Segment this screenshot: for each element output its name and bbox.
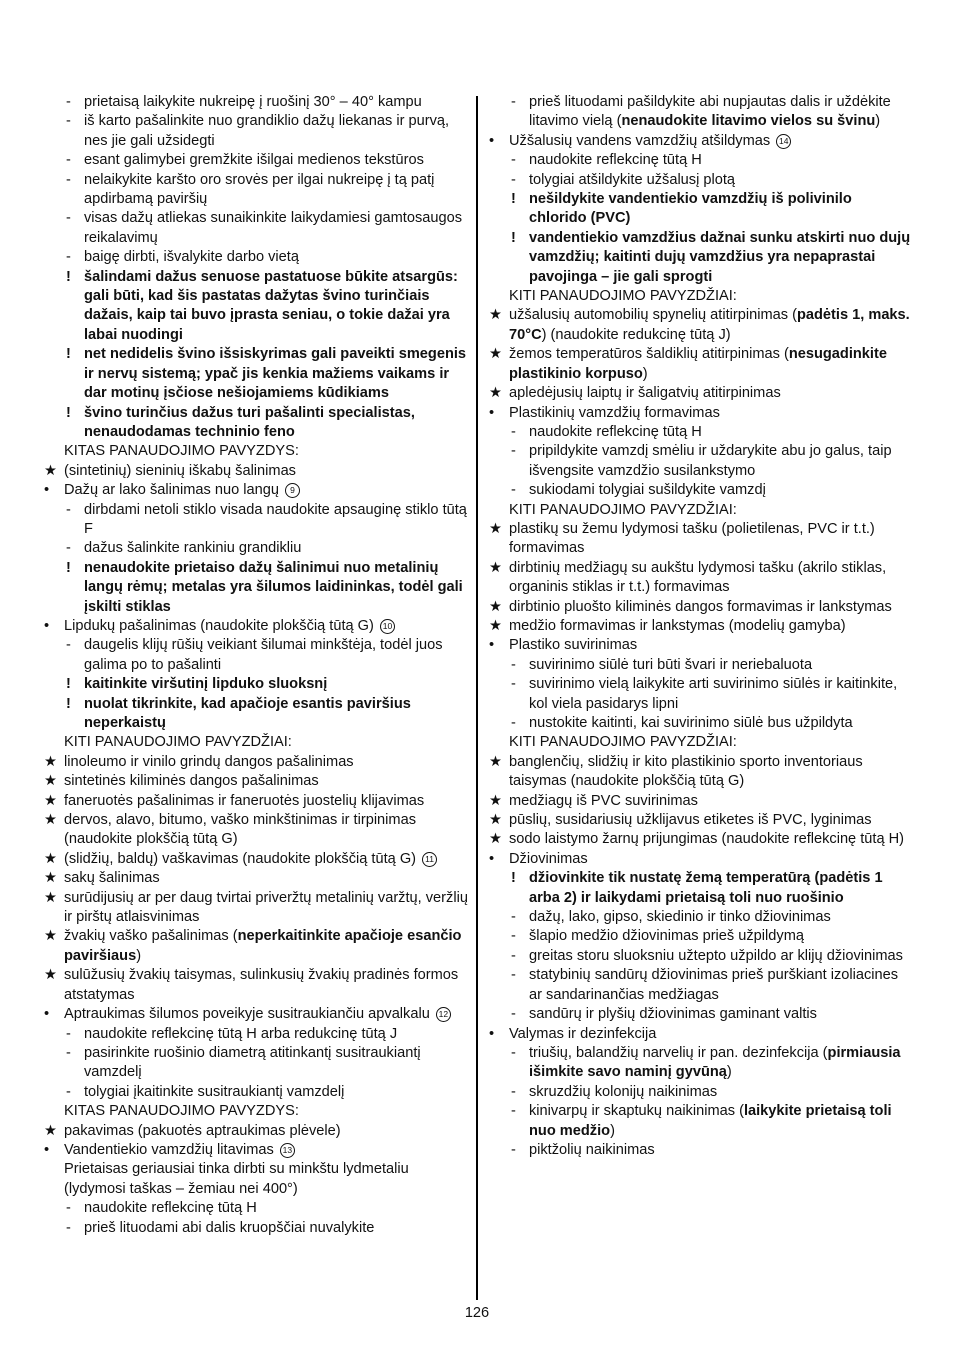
dash-marker: - — [66, 113, 71, 130]
bold-note: nesugadinkite plastikinio korpuso — [509, 346, 887, 382]
star-icon: ★ — [44, 870, 58, 887]
instruction-item — [489, 908, 913, 927]
dash-marker: - — [66, 210, 71, 227]
bullet-marker: • — [44, 1141, 50, 1158]
warning-item — [44, 404, 468, 443]
dash-marker: - — [511, 928, 516, 945]
dash-marker: - — [66, 249, 71, 266]
dash-marker: - — [511, 1006, 516, 1023]
item-text-tail: ) — [875, 113, 881, 130]
dash-marker: - — [511, 967, 516, 984]
item-text: sukiodami tolygiai sušildykite vamzdį — [529, 482, 766, 499]
figure-reference-number: 12 — [436, 1007, 451, 1022]
bullet-marker: • — [489, 404, 495, 421]
bullet-marker: • — [489, 850, 495, 867]
bold-note: laikykite prietaisą toli nuo medžio — [529, 1103, 892, 1139]
item-text: KITI PANAUDOJIMO PAVYZDŽIAI: — [64, 734, 292, 751]
paragraph — [489, 733, 913, 752]
instruction-item — [489, 1044, 913, 1083]
example-item — [489, 306, 913, 345]
item-text: Valymas ir dezinfekcija — [509, 1025, 657, 1042]
dash-marker: - — [66, 94, 71, 110]
item-text: pakavimas (pakuotės aptraukimas plėvele) — [64, 1122, 341, 1139]
item-text: baigę dirbti, išvalykite darbo vietą — [84, 249, 299, 266]
star-icon: ★ — [489, 792, 503, 809]
warning-marker: ! — [66, 559, 71, 576]
instruction-item — [44, 151, 468, 170]
item-text: užšalusių automobilių spynelių atitirpinimas ( — [509, 307, 797, 324]
item-text: sakų šalinimas — [64, 870, 160, 887]
instruction-item — [44, 1083, 468, 1102]
warning-item — [44, 345, 468, 403]
warning-marker: ! — [66, 695, 71, 712]
example-item — [44, 811, 468, 850]
warning-marker: ! — [511, 191, 516, 208]
item-text: triušių, balandžių narvelių ir pan. dezinfekcija ( — [529, 1044, 828, 1061]
dash-marker: - — [511, 152, 516, 169]
dash-marker: - — [511, 1083, 516, 1100]
bullet-marker: • — [489, 132, 495, 149]
item-text: pripildykite vamzdį smėliu ir uždarykite abu jo galus, taip išvengsite vamzdžio susilankstymo — [529, 443, 892, 479]
bullet-marker: • — [489, 1025, 495, 1042]
item-text: suvirinimo siūlė turi būti švari ir neriebaluota — [529, 656, 813, 673]
item-text: suvirinimo vielą laikykite arti suvirinimo siūlės ir kaitinkite, kol viela pasidarys lipni — [529, 676, 898, 712]
item-text: Vandentiekio vamzdžių litavimas — [64, 1141, 274, 1158]
item-text: naudokite reflekcinę tūtą H — [84, 1200, 257, 1217]
star-icon: ★ — [489, 753, 503, 770]
instruction-item — [44, 501, 468, 540]
item-text: prieš lituodami abi dalis kruopščiai nuvalykite — [84, 1219, 375, 1236]
instruction-item — [44, 112, 468, 151]
dash-marker: - — [511, 423, 516, 440]
star-icon: ★ — [44, 812, 58, 829]
figure-reference-number: 11 — [422, 852, 437, 867]
section-heading-item — [489, 132, 913, 151]
figure-reference-number: 9 — [285, 483, 300, 498]
star-icon: ★ — [489, 831, 503, 848]
item-text: daugelis klijų rūšių veikiant šilumai minkštėja, todėl juos galima po to pašalinti — [84, 637, 443, 673]
warning-item — [44, 268, 468, 346]
example-item — [489, 384, 913, 403]
dash-marker: - — [66, 1044, 71, 1061]
bullet-marker: • — [44, 1006, 50, 1023]
dash-marker: - — [511, 656, 516, 673]
example-item — [44, 889, 468, 928]
paragraph — [44, 1160, 468, 1199]
example-item — [44, 966, 468, 1005]
item-text: plastikų su žemu lydymosi tašku (polietilenas, PVC ir t.t.) formavimas — [509, 520, 875, 557]
item-text: Dažų ar lako šalinimas nuo langų — [64, 482, 279, 499]
item-text: džiovinkite tik nustatę žemą temperatūrą (padėtis 1 arba 2) ir laikydami prietaisą toli nuo ruošinio — [529, 870, 883, 906]
star-icon: ★ — [44, 1122, 58, 1139]
instruction-item — [44, 1025, 468, 1044]
dash-marker: - — [511, 1044, 516, 1061]
example-item — [489, 598, 913, 617]
item-text: iš karto pašalinkite nuo grandiklio dažų liekanas ir purvą, nes jie gali užsidegti — [84, 113, 450, 149]
item-text-tail: ) — [610, 1122, 615, 1139]
bullet-marker: • — [44, 482, 50, 499]
item-text: pasirinkite ruošinio diametrą atitinkantį susitraukiantį vamzdelį — [84, 1044, 421, 1081]
item-text-tail: ) — [642, 365, 648, 382]
item-text: naudokite reflekcinę tūtą H — [529, 152, 702, 169]
item-text: Aptraukimas šilumos poveikyje susitraukiančiu apvalkalu — [64, 1006, 430, 1023]
item-text: žvakių vaško pašalinimas ( — [64, 928, 238, 945]
instruction-item — [489, 947, 913, 966]
instruction-item — [489, 423, 913, 442]
section-heading-item — [44, 617, 468, 636]
item-text: Užšalusių vandens vamzdžių atšildymas — [509, 132, 771, 149]
paragraph — [44, 733, 468, 752]
section-heading-item — [489, 404, 913, 423]
warning-item — [44, 675, 468, 694]
star-icon: ★ — [44, 462, 58, 479]
example-item — [44, 772, 468, 791]
item-text: Lipdukų pašalinimas (naudokite plokščią tūtą G) — [64, 617, 374, 634]
dash-marker: - — [66, 1219, 71, 1236]
bold-note: neperkaitinkite apačioje esančio paviršiaus — [64, 928, 462, 964]
instruction-item — [489, 656, 913, 675]
item-text: prietaisą laikykite nukreipę į ruošinį 30° – 40° kampu — [84, 94, 422, 110]
item-text: nustokite kaitinti, kai suvirinimo siūlė bus užpildyta — [529, 715, 853, 731]
star-icon: ★ — [489, 617, 503, 634]
paragraph — [44, 442, 468, 461]
item-text: net nedidelis švino išsiskyrimas gali paveikti smegenis ir nervų sistemą; ypač jis kenkia mažiems vaikams ir dar motinų įsčiose nešiojamiems kūdikiams — [84, 346, 467, 402]
bullet-marker: • — [44, 617, 50, 634]
item-text: KITI PANAUDOJIMO PAVYZDŽIAI: — [509, 734, 737, 751]
item-text: šalindami dažus senuose pastatuose būkite atsargūs: gali būti, kad šis pastatas dažytas švino turinčiais dažais, kaip tai buvo įprasta seniau, o tokie dažai yra labai nuodingi — [84, 268, 458, 343]
section-heading-item — [489, 636, 913, 655]
example-item — [44, 462, 468, 481]
star-icon: ★ — [44, 889, 58, 906]
item-text: piktžolių naikinimas — [529, 1141, 655, 1158]
instruction-item — [489, 966, 913, 1005]
warning-marker: ! — [66, 404, 71, 421]
item-text: sintetinės kiliminės dangos pašalinimas — [64, 773, 319, 790]
item-text: nuolat tikrinkite, kad apačioje esantis paviršius neperkaistų — [84, 695, 411, 731]
example-item — [489, 559, 913, 598]
dash-marker: - — [66, 171, 71, 188]
star-icon: ★ — [44, 773, 58, 790]
right-column — [489, 93, 913, 1160]
instruction-item — [489, 93, 913, 132]
star-icon: ★ — [489, 812, 503, 829]
item-text: nelaikykite karšto oro srovės per ilgai nukreipę į tą patį apdirbamą paviršių — [84, 171, 435, 208]
warning-item — [489, 869, 913, 908]
item-text: Plastikinių vamzdžių formavimas — [509, 404, 720, 421]
dash-marker: - — [66, 1200, 71, 1217]
item-text: sandūrų ir plyšių džiovinimas gaminant valtis — [529, 1006, 817, 1023]
instruction-item — [489, 714, 913, 733]
item-text: šlapio medžio džiovinimas prieš užpildymą — [529, 928, 804, 945]
item-text: dažų, lako, gipso, skiedinio ir tinko džiovinimas — [529, 909, 831, 926]
item-text: medžio formavimas ir lankstymas (modelių gamyba) — [509, 617, 846, 634]
dash-marker: - — [66, 1083, 71, 1100]
item-text: KITI PANAUDOJIMO PAVYZDŽIAI: — [509, 501, 737, 518]
warning-item — [44, 695, 468, 734]
star-icon: ★ — [489, 346, 503, 363]
item-text: nešildykite vandentiekio vamzdžių iš polivinilo chlorido (PVC) — [529, 191, 852, 227]
instruction-item — [489, 1083, 913, 1102]
item-text: švino turinčius dažus turi pašalinti specialistas, nenaudodamas techninio feno — [84, 404, 415, 440]
item-text: linoleumo ir vinilo grindų dangos pašalinimas — [64, 753, 354, 770]
example-item — [489, 520, 913, 559]
instruction-item — [44, 1199, 468, 1218]
dash-marker: - — [511, 443, 516, 460]
item-text: esant galimybei gremžkite išilgai medienos tekstūros — [84, 152, 424, 169]
item-text: (slidžių, baldų) vaškavimas (naudokite plokščią tūtą G) — [64, 850, 417, 867]
item-text-tail: ) — [136, 947, 142, 964]
item-text: greitas storu sluoksniu užtepto užpildo ar klijų džiovinimas — [529, 947, 903, 964]
item-text: žemos temperatūros šaldiklių atitirpinimas ( — [509, 346, 789, 363]
item-text: dirbdami netoli stiklo visada naudokite apsauginę stiklo tūtą F — [84, 501, 467, 537]
star-icon: ★ — [489, 520, 503, 537]
example-item — [44, 927, 468, 966]
warning-marker: ! — [66, 346, 71, 363]
warning-marker: ! — [66, 676, 71, 693]
item-text: dažus šalinkite rankiniu grandikliu — [84, 540, 302, 557]
instruction-item — [489, 1102, 913, 1141]
item-text-tail: ) (naudokite redukcinę tūtą J) — [541, 326, 731, 343]
star-icon: ★ — [44, 928, 58, 945]
warning-marker: ! — [511, 229, 516, 246]
dash-marker: - — [511, 94, 516, 110]
item-text: pūslių, susidariusių užklijavus etiketes iš PVC, lyginimas — [509, 812, 872, 829]
star-icon: ★ — [489, 307, 503, 324]
figure-reference-number: 14 — [776, 134, 791, 149]
star-icon: ★ — [44, 792, 58, 809]
dash-marker: - — [511, 482, 516, 499]
star-icon: ★ — [44, 753, 58, 770]
item-text: Prietaisas geriausiai tinka dirbti su minkštu lydmetaliu (lydymosi taškas – žemiau nei 400°) — [64, 1161, 409, 1197]
instruction-item — [489, 927, 913, 946]
item-text: tolygiai įkaitinkite susitraukiantį vamzdelį — [84, 1083, 345, 1100]
section-heading-item — [44, 481, 468, 500]
item-text: kaitinkite viršutinį lipduko sluoksnį — [84, 676, 328, 693]
star-icon: ★ — [489, 385, 503, 402]
example-item — [44, 850, 468, 869]
item-text: medžiagų iš PVC suvirinimas — [509, 792, 698, 809]
example-item — [44, 1122, 468, 1141]
item-text: Plastiko suvirinimas — [509, 637, 638, 654]
item-text: dirbtinio pluošto kiliminės dangos formavimas ir lankstymas — [509, 598, 892, 615]
example-item — [44, 792, 468, 811]
item-text: Džiovinimas — [509, 850, 588, 867]
item-text: skruzdžių kolonijų naikinimas — [529, 1083, 718, 1100]
warning-item — [489, 229, 913, 287]
star-icon: ★ — [489, 559, 503, 576]
warning-marker: ! — [66, 268, 71, 285]
item-text: KITI PANAUDOJIMO PAVYZDŽIAI: — [509, 288, 737, 305]
item-text: statybinių sandūrų džiovinimas prieš purškiant izoliacines ar sandarinančias medžiagas — [529, 967, 899, 1003]
paragraph — [489, 287, 913, 306]
bullet-marker: • — [489, 637, 495, 654]
dash-marker: - — [66, 152, 71, 169]
instruction-item — [44, 209, 468, 248]
example-item — [489, 830, 913, 849]
item-text: banglenčių, slidžių ir kito plastikinio sporto inventoriaus taisymas (naudokite plokščią tūtą G) — [509, 753, 863, 790]
paragraph — [44, 1102, 468, 1121]
item-text: naudokite reflekcinę tūtą H arba redukcinę tūtą J — [84, 1025, 398, 1042]
page-number: 126 — [464, 1305, 490, 1321]
instruction-item — [44, 248, 468, 267]
item-text: vandentiekio vamzdžius dažnai sunku atskirti nuo dujų vamzdžių; kaitinti dujų vamzdžius yra nepaprastai pavojinga – jie gali sprogti — [529, 229, 911, 285]
item-text: visas dažų atliekas sunaikinkite laikydamiesi gamtosaugos reikalavimų — [84, 210, 463, 246]
figure-reference-number: 10 — [380, 619, 395, 634]
bold-note: pirmiausia išimkite savo naminį gyvūną — [529, 1044, 901, 1081]
item-text: tolygiai atšildykite užšalusį plotą — [529, 171, 736, 188]
section-heading-item — [44, 1005, 468, 1024]
item-text: apledėjusių laiptų ir šaligatvių atitirpinimas — [509, 385, 781, 402]
item-text: KITAS PANAUDOJIMO PAVYZDYS: — [64, 1103, 299, 1120]
star-icon: ★ — [44, 967, 58, 984]
instruction-item — [489, 442, 913, 481]
dash-marker: - — [511, 676, 516, 693]
section-heading-item — [44, 1141, 468, 1160]
instruction-item — [489, 481, 913, 500]
instruction-item — [44, 636, 468, 675]
example-item — [489, 345, 913, 384]
instruction-item — [489, 675, 913, 714]
item-text: naudokite reflekcinę tūtą H — [529, 423, 702, 440]
instruction-item — [489, 1141, 913, 1160]
warning-marker: ! — [511, 870, 516, 887]
item-text: dirbtinių medžiagų su aukštu lydymosi tašku (akrilo stiklas, organinis stiklas ir t.t.) formavimas — [509, 559, 887, 596]
example-item — [44, 753, 468, 772]
paragraph — [489, 501, 913, 520]
warning-item — [44, 559, 468, 617]
dash-marker: - — [511, 947, 516, 964]
dash-marker: - — [66, 501, 71, 518]
item-text: sulūžusių žvakių taisymas, sulinkusių žvakių pradinės formos atstatymas — [64, 967, 459, 1003]
item-text: nenaudokite prietaiso dažų šalinimui nuo metalinių langų rėmų; metalas yra šilumos laidininkas, todėl gali įskilti stiklas — [84, 559, 463, 615]
item-text: sodo laistymo žarnų prijungimas (naudokite reflekcinę tūtą H) — [509, 831, 905, 848]
item-text: kinivarpų ir skaptukų naikinimas ( — [529, 1103, 744, 1120]
item-text: (sintetinių) sieninių iškabų šalinimas — [64, 462, 296, 479]
example-item — [489, 811, 913, 830]
bold-note: nenaudokite litavimo vielos su švinu — [621, 113, 876, 130]
section-heading-item — [489, 1025, 913, 1044]
instruction-item — [44, 1219, 468, 1238]
warning-item — [489, 190, 913, 229]
example-item — [489, 792, 913, 811]
example-item — [489, 753, 913, 792]
item-text-tail: ) — [726, 1064, 732, 1081]
item-text: dervos, alavo, bitumo, vaško minkštinimas ir tirpinimas (naudokite plokščią tūtą G) — [64, 812, 416, 848]
dash-marker: - — [66, 540, 71, 557]
item-text: faneruotės pašalinimas ir faneruotės juostelių klijavimas — [64, 792, 425, 809]
section-heading-item — [489, 850, 913, 869]
item-text: prieš lituodami pašildykite abi nupjautas dalis ir uždėkite litavimo vielą ( — [529, 94, 891, 130]
figure-reference-number: 13 — [280, 1143, 295, 1158]
bold-note: padėtis 1, maks. 70°C — [509, 307, 910, 343]
instruction-item — [44, 1044, 468, 1083]
instruction-item — [489, 151, 913, 170]
dash-marker: - — [511, 171, 516, 188]
example-item — [44, 869, 468, 888]
instruction-item — [44, 171, 468, 210]
instruction-item — [489, 1005, 913, 1024]
instruction-item — [44, 93, 468, 112]
item-text: surūdijusių ar per daug tvirtai priveržtų metalinių varžtų, veržlių ir pirštų atlaisvinimas — [64, 889, 468, 926]
dash-marker: - — [66, 1025, 71, 1042]
column-divider — [476, 96, 478, 1300]
dash-marker: - — [511, 1141, 516, 1158]
star-icon: ★ — [489, 598, 503, 615]
dash-marker: - — [66, 637, 71, 654]
item-text: KITAS PANAUDOJIMO PAVYZDYS: — [64, 443, 299, 460]
instruction-item — [489, 171, 913, 190]
dash-marker: - — [511, 1103, 516, 1120]
dash-marker: - — [511, 909, 516, 926]
left-column — [44, 93, 468, 1238]
example-item — [489, 617, 913, 636]
instruction-item — [44, 539, 468, 558]
star-icon: ★ — [44, 850, 58, 867]
dash-marker: - — [511, 715, 516, 731]
